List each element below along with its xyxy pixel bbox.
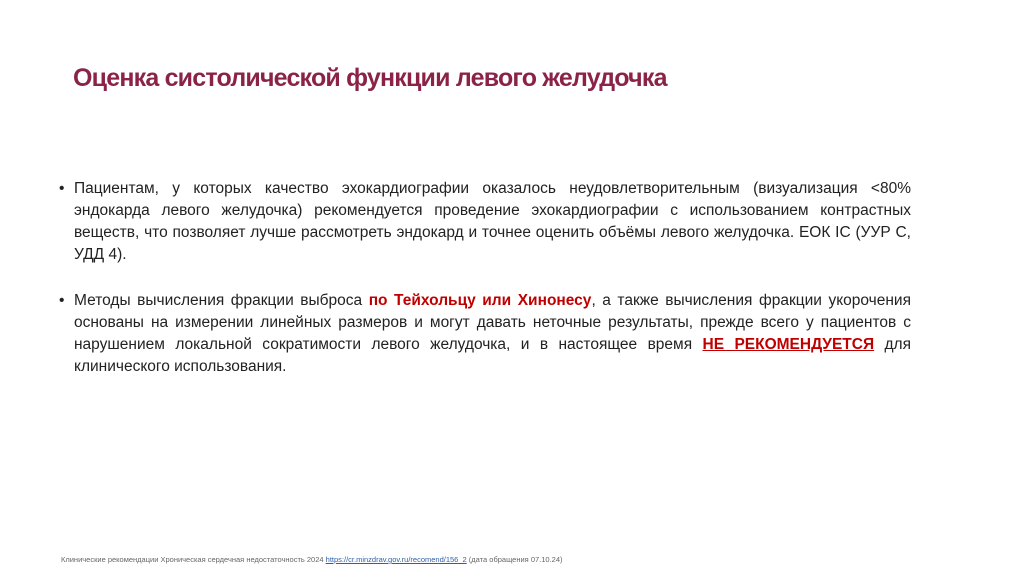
- bullet-text-part: , а также вычисления фракции укорочения основаны на измерении линейных размеров и могут давать неточные результаты, прежде всего у пациентов с нарушением локальной сократимости левого желудочка, и в настоящее время: [74, 292, 911, 353]
- bullet-text: Пациентам, у которых качество эхокардиографии оказалось неудовлетворительным (визуализация <80% эндокарда левого желудочка) рекомендуется проведение эхокардиографии с использованием контрастных веществ, что позволяет лучше рассмотреть эндокард и точнее оценить объёмы левого желудочка. ЕОК IC (УУР С, УДД 4).: [74, 180, 911, 263]
- bullet-text-part: для клинического использования.: [74, 336, 911, 375]
- reference-link[interactable]: https://cr.minzdrav.gov.ru/recomend/156_2: [325, 555, 467, 564]
- bullet-item: [59, 178, 911, 266]
- footer-reference: [61, 555, 563, 564]
- slide-title: Оценка систолической функции левого желудочка: [73, 64, 667, 92]
- slide-body: [59, 178, 911, 402]
- footer-access-date: (дата обращения 07.10.24): [466, 555, 563, 564]
- bullet-marker: •: [59, 180, 65, 197]
- bullet-text: [74, 290, 911, 378]
- not-recommended-emphasis: НЕ РЕКОМЕНДУЕТСЯ: [702, 336, 875, 353]
- bullet-text-part: Методы вычисления фракции выброса: [74, 292, 369, 309]
- footer-text: Клинические рекомендации Хроническая сердечная недостаточность 2024: [61, 555, 326, 564]
- bullet-item: [59, 290, 911, 378]
- bullet-marker: •: [59, 292, 65, 309]
- highlighted-methods: по Тейхольцу или Хинонесу: [368, 292, 592, 309]
